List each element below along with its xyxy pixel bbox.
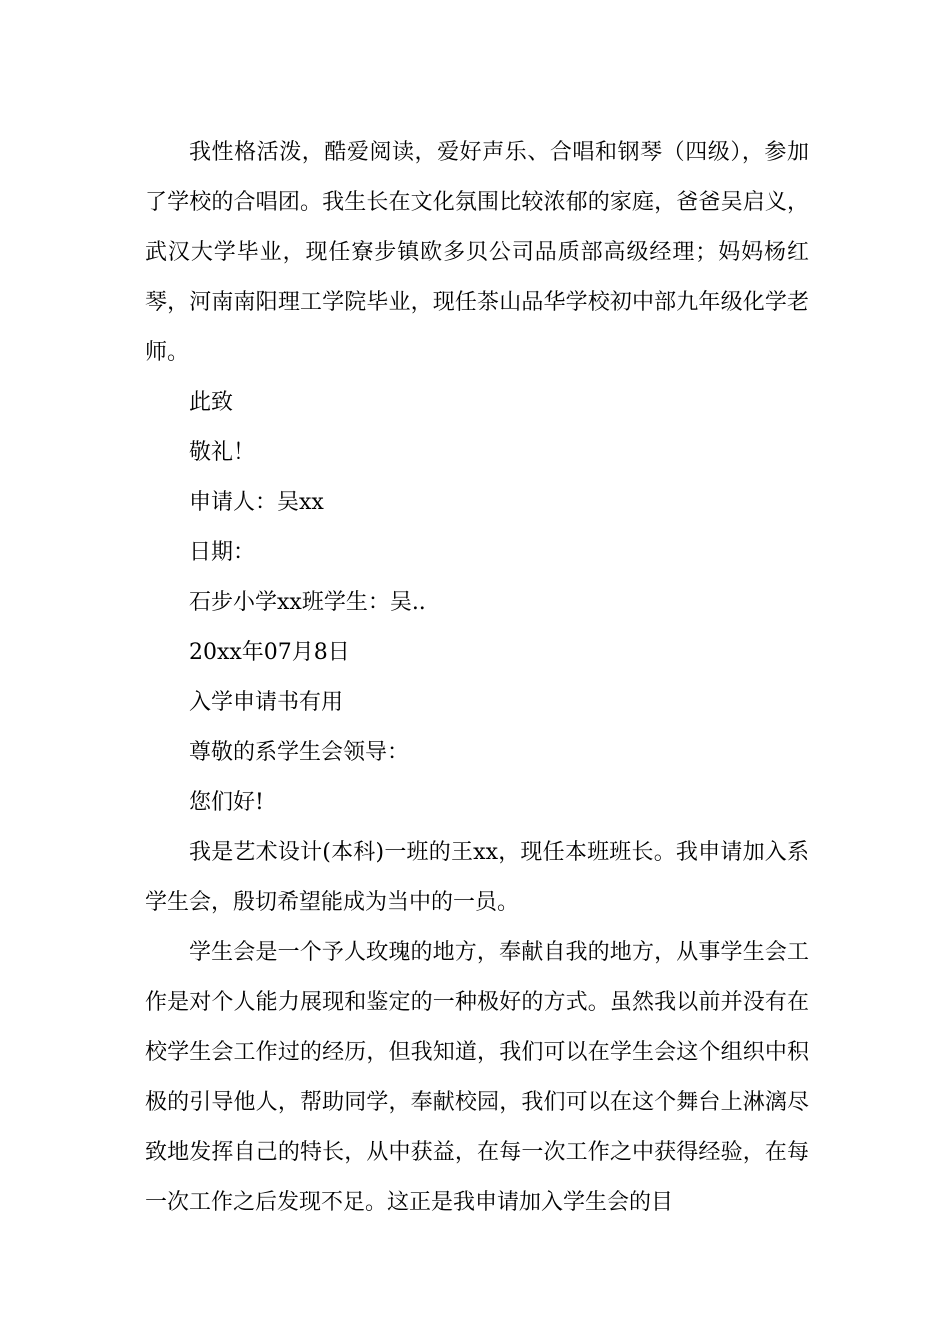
student-line: 石步小学xx班学生：吴.. [189, 590, 426, 615]
date-line: 20xx年07月8日 [189, 640, 350, 665]
date-label-line: 日期： [189, 540, 256, 565]
document-body [145, 128, 809, 1228]
paragraph-self-introduction: 我性格活泼，酷爱阅读，爱好声乐、合唱和钢琴（四级），参加了学校的合唱团。我生长在文化氛围比较浓郁的家庭，爸爸吴启义，武汉大学毕业，现任寮步镇欧多贝公司品质部高级经理；妈妈杨红琴，河南南阳理工学院毕业，现任茶山品华学校初中部九年级化学老师。 [145, 140, 809, 365]
paragraph-introduction: 我是艺术设计(本科)一班的王xx，现任本班班长。我申请加入系学生会，殷切希望能成为当中的一员。 [145, 840, 809, 915]
paragraph-motivation: 学生会是一个予人玫瑰的地方，奉献自我的地方，从事学生会工作是对个人能力展现和鉴定的一种极好的方式。虽然我以前并没有在校学生会工作过的经历，但我知道，我们可以在学生会这个组织中积极的引导他人，帮助同学，奉献校园，我们可以在这个舞台上淋漓尽致地发挥自己的特长，从中获益，在每一次工作之中获得经验，在每一次工作之后发现不足。这正是我申请加入学生会的目 [145, 940, 809, 1215]
closing-salutation: 此致 [189, 390, 234, 415]
section-heading: 入学申请书有用 [189, 690, 344, 715]
letter-hello: 您们好! [189, 790, 264, 815]
letter-greeting: 尊敬的系学生会领导： [189, 740, 410, 765]
closing-regards: 敬礼！ [189, 440, 256, 465]
applicant-line: 申请人：吴xx [189, 490, 324, 515]
